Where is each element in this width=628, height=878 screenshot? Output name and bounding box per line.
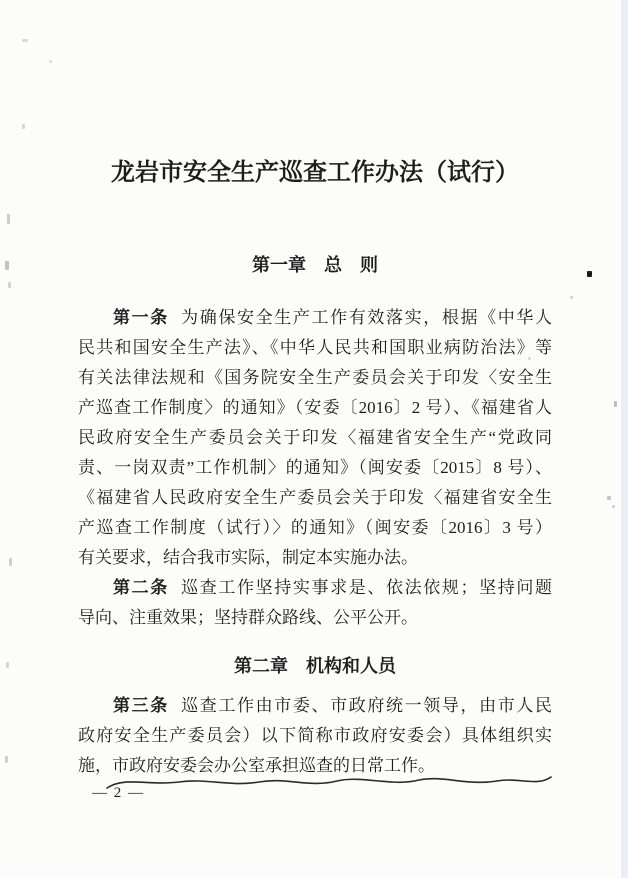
body-line-text: 巡查工作由市委、市政府统一领导，由市人民 <box>181 696 553 715</box>
body-line: 产巡查工作制度〉的通知》（安委〔2016〕2 号）、《福建省人 <box>78 398 552 417</box>
body-line <box>78 691 552 721</box>
body-line: 施，市政府安委会办公室承担巡查的日常工作。 <box>78 756 435 775</box>
scan-speck <box>22 39 28 42</box>
scan-speck <box>5 756 8 763</box>
scan-edge-shadow <box>621 0 628 878</box>
body-line: 有关法律法规和《国务院安全生产委员会关于印发〈安全生 <box>78 368 552 387</box>
body-line: 民政府安全生产委员会关于印发〈福建省安全生产“党政同 <box>78 428 552 447</box>
scan-speck <box>8 282 11 288</box>
body-line: 导向、注重效果；坚持群众路线、公平公开。 <box>78 608 418 627</box>
article-2-label: 第二条 <box>113 578 169 597</box>
body-line <box>78 303 552 333</box>
scan-speck <box>7 214 10 224</box>
scan-speck <box>9 558 12 566</box>
body-line-text: 为确保安全生产工作有效落实，根据《中华人 <box>181 308 553 327</box>
body-line-text: 巡查工作坚持实事求是、依法依规；坚持问题 <box>181 578 553 597</box>
scan-speck <box>570 296 573 299</box>
document-body <box>78 303 552 781</box>
body-line: 民共和国安全生产法》、《中华人民共和国职业病防治法》等 <box>78 338 552 357</box>
article-3-label: 第三条 <box>113 696 169 715</box>
body-line: 责、一岗双责”工作机制〉的通知》（闽安委〔2015〕8 号）、 <box>78 458 552 477</box>
scan-speck <box>587 271 592 277</box>
scan-speck <box>6 662 9 668</box>
scan-speck <box>612 505 615 508</box>
body-line <box>78 573 552 603</box>
body-line: 政府安全生产委员会）以下简称市政府安委会）具体组织实 <box>78 726 552 745</box>
body-line: 产巡查工作制度（试行）〉的通知》（闽安委〔2016〕3 号） <box>78 518 552 537</box>
scan-speck <box>614 401 617 407</box>
scan-speck <box>5 261 9 270</box>
page-number: — 2 — <box>92 785 145 801</box>
scan-speck <box>22 124 25 129</box>
body-line: 《福建省人民政府安全生产委员会关于印发〈福建省安全生 <box>78 488 552 507</box>
chapter-1-heading: 第一章 总 则 <box>252 255 378 275</box>
scan-speck <box>528 357 531 360</box>
article-1-label: 第一条 <box>113 308 169 327</box>
body-line: 有关要求，结合我市实际，制定本实施办法。 <box>78 548 418 567</box>
chapter-2-heading: 第二章 机构和人员 <box>234 656 396 676</box>
document-title: 龙岩市安全生产巡查工作办法（试行） <box>111 160 519 186</box>
scan-speck <box>49 60 52 63</box>
scan-speck <box>607 496 611 500</box>
